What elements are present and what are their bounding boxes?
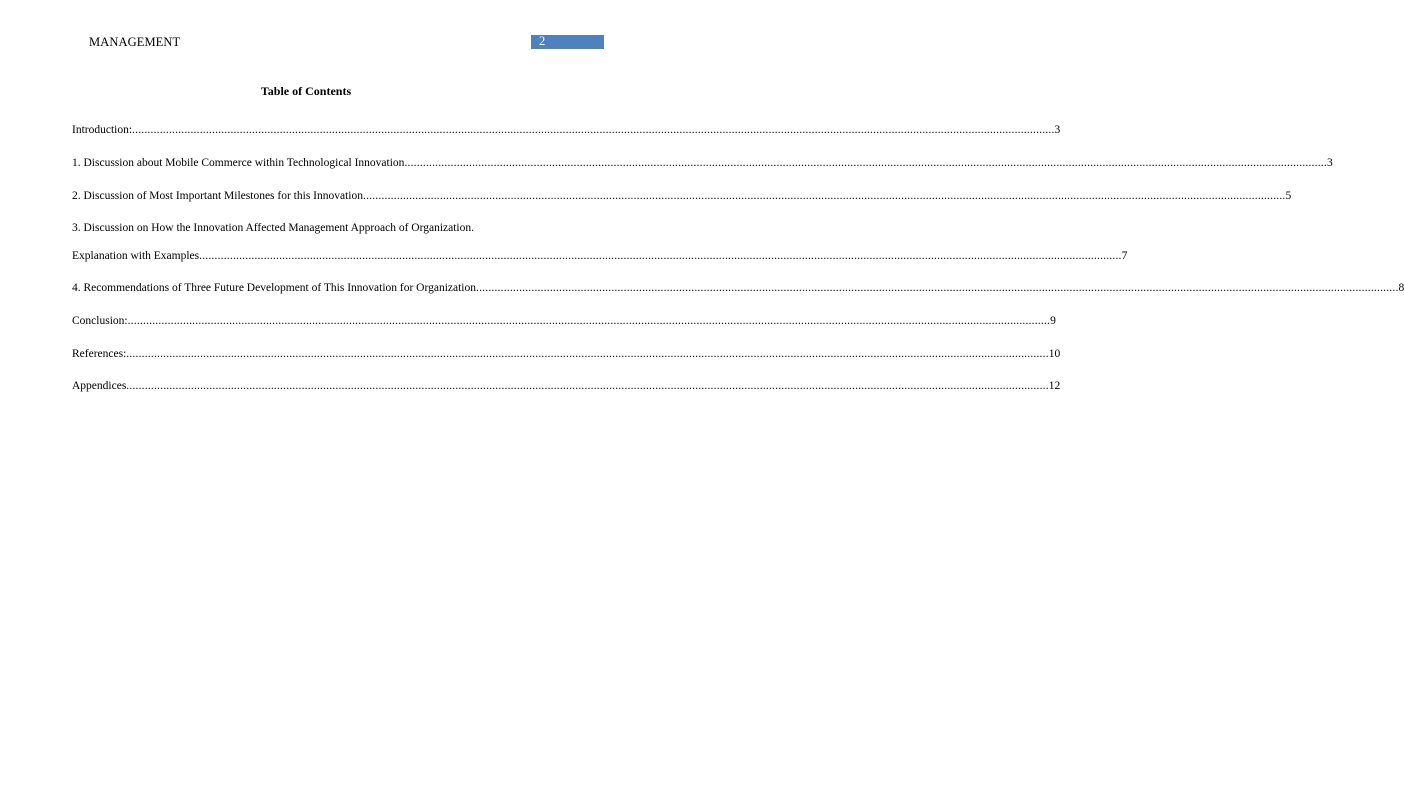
toc-entry-conclusion[interactable] <box>72 313 1056 329</box>
toc-entry-label-line1: 3. Discussion on How the Innovation Affected Management Approach of Organization. <box>72 222 474 234</box>
toc-entry-label: 1. Discussion about Mobile Commerce within Technological Innovation <box>72 157 405 169</box>
toc-entry-page: 7 <box>1121 250 1128 262</box>
toc-leader-dots: ............................................................................................................................................................................................................................................................................................................ <box>476 282 1399 294</box>
toc-entry-milestones[interactable] <box>72 188 1292 204</box>
toc-entry-page: 3 <box>1326 157 1333 169</box>
toc-title: Table of Contents <box>260 84 352 98</box>
toc-entry-page: 5 <box>1285 190 1292 202</box>
toc-entry-introduction[interactable] <box>72 122 1061 138</box>
toc-entry-appendices[interactable] <box>72 378 1061 394</box>
toc-entry-management-approach-line1[interactable] <box>72 220 540 236</box>
toc-leader-dots: ............................................................................................................................................................................................................................................................................................................ <box>126 380 1049 392</box>
toc-entry-page: 3 <box>1054 124 1061 136</box>
toc-entry-label: Introduction: <box>72 124 133 136</box>
toc-entry-management-approach[interactable] <box>72 248 1128 264</box>
toc-entry-label: 2. Discussion of Most Important Milestones for this Innovation <box>72 190 363 202</box>
toc-entry-references[interactable] <box>72 346 1061 362</box>
running-header-title: MANAGEMENT <box>89 35 181 49</box>
toc-leader-dots: ............................................................................................................................................................................................................................................................................................................ <box>126 348 1049 360</box>
toc-leader-dots: ............................................................................................................................................................................................................................................................................................................ <box>199 250 1122 262</box>
toc-entry-label: References: <box>72 348 127 360</box>
page-number-badge <box>531 35 604 49</box>
toc-entry-page: 10 <box>1048 348 1061 360</box>
toc-leader-dots: ............................................................................................................................................................................................................................................................................................................ <box>127 315 1051 327</box>
toc-entry-recommendations[interactable] <box>72 280 1404 296</box>
toc-entry-label: Conclusion: <box>72 315 128 327</box>
toc-entry-label: Explanation with Examples <box>72 250 200 262</box>
toc-leader-dots: ............................................................................................................................................................................................................................................................................................................ <box>132 124 1055 136</box>
toc-entry-page: 8 <box>1398 282 1404 294</box>
toc-entry-page: 12 <box>1048 380 1061 392</box>
toc-entry-label: Appendices <box>72 380 127 392</box>
toc-entry-page: 9 <box>1050 315 1056 327</box>
toc-leader-dots: ............................................................................................................................................................................................................................................................................................................ <box>404 157 1327 169</box>
toc-entry-label: 4. Recommendations of Three Future Development of This Innovation for Organization <box>72 282 477 294</box>
toc-leader-dots: ............................................................................................................................................................................................................................................................................................................ <box>363 190 1286 202</box>
toc-entry-mobile-commerce[interactable] <box>72 155 1333 171</box>
page-number: 2 <box>539 34 546 48</box>
